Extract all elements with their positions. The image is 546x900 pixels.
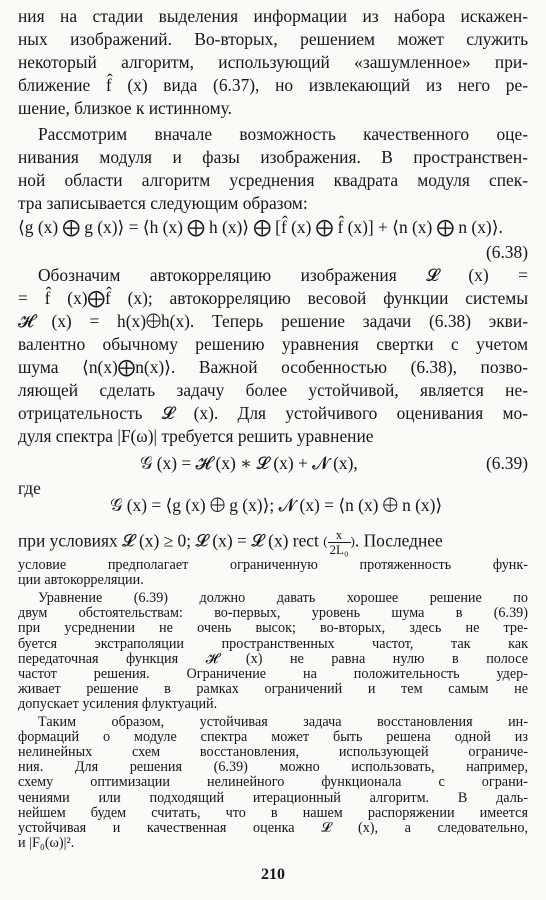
text-line: Таким образом, устойчивая задача восстановления ин- [38, 714, 528, 730]
page-number: 210 [261, 866, 285, 883]
text-line: некоторый алгоритм, использующий «зашумленное» при- [18, 52, 528, 72]
text-line: допускает усиления флуктуаций. [18, 695, 218, 712]
fraction-denominator: 2L₀ [329, 542, 349, 557]
text-line: схему оптимизации нелинейного функционала с ограни- [18, 774, 528, 791]
text-line: живает решение в рамках ограничений и тем самым не [18, 680, 528, 697]
text-line: ния. Для решения (6.39) можно использовать, например, [18, 759, 528, 776]
fraction-numerator: x [328, 528, 351, 543]
text-line: частот решения. Ограничение на положительность удер- [18, 665, 528, 682]
text-line: = f̂ (x)⨁f̂ (x); автокорреляцию весовой функции системы [18, 288, 528, 308]
text-line: ной области алгоритм усреднения квадрата модуля спек- [18, 170, 528, 190]
text-line: дуля спектра |F(ω)| требуется решить уравнение [18, 426, 374, 446]
text-line: ния на стадии выделения информации из набора искажен- [18, 6, 528, 26]
text-line: нейшем будем считать, что в нашем распоряжении имеется [18, 804, 528, 821]
text-line: Рассмотрим вначале возможность качественного оце- [38, 124, 528, 144]
text-line: где [18, 478, 41, 498]
text-line: формаций о модуле спектра может быть решена одной из [18, 729, 528, 746]
text-line: ближение f̂ (x) вида (6.37), но извлекающий из него ре- [18, 75, 528, 95]
fraction: ( $\frac{x}{\text{2L₀}}$ ) [323, 527, 355, 557]
text-line: валентно обычному решению уравнения свертки с учетом [18, 334, 528, 354]
text-line: буется экстраполяции пространственных частот, так как [18, 635, 528, 652]
text-line: двум обстоятельствам: во-первых, уровень шума в (6.39) [18, 605, 528, 622]
text-line: шение, близкое к истинному. [18, 98, 232, 118]
text-line: чениями или подходящий итерационный алгоритм. В даль- [18, 789, 528, 806]
equation-number: (6.39) [485, 453, 528, 473]
text-line: нелинейных схем восстановления, использующей ограниче- [18, 744, 528, 761]
text-line: при усреднении не очень высок; во-вторых, здесь не тре- [18, 620, 528, 637]
equation-number: (6.38) [485, 242, 528, 262]
text-line: 𝓗 (x) = h(x)⨁h(x). Теперь решение задачи (6.38) экви- [18, 311, 528, 331]
text-line: ляющей сделать задачу более устойчивой, является не- [18, 380, 528, 400]
condition-text: при условиях 𝓛 (x) ≥ 0; 𝓛 (x) = 𝓛 (x) rect [18, 530, 319, 551]
text-line: ции автокорреляции. [18, 572, 144, 589]
text-line: Обозначим автокорреляцию изображения 𝓛 (x) = [38, 265, 528, 285]
condition-suffix: . Последнее [354, 530, 443, 551]
text-line: и |F₀(ω)|². [18, 834, 75, 851]
text-line: нивания модуля и фазы изображения. В пространствен- [18, 147, 528, 167]
equation-definitions: 𝒢 (x) = ⟨g (x) ⨁ g (x)⟩; 𝓝 (x) = ⟨n (x) ⨁ n (x)⟩ [110, 495, 443, 515]
text-line: устойчивая и качественная оценка 𝓛 (x), а следовательно, [18, 819, 528, 836]
text-line: тра записывается следующим образом: [18, 193, 308, 213]
text-line: передаточная функция 𝓗 (x) не равна нулю в полосе [18, 650, 528, 667]
text-line: отрицательность 𝓛 (x). Для устойчивого оценивания мо- [18, 403, 528, 423]
text-line: Уравнение (6.39) должно давать хорошее решение по [38, 590, 528, 607]
condition-line [18, 528, 443, 557]
text-line: ных изображений. Во-вторых, решением может служить [18, 29, 528, 49]
equation-6-39: 𝒢 (x) = 𝓗 (x) ∗ 𝓛 (x) + 𝓝 (x), [140, 453, 358, 473]
equation-6-38: ⟨g (x) ⨁ g (x)⟩ = ⟨h (x) ⨁ h (x)⟩ ⨁ [f̂ (x) ⨁ f̂ (x)] + ⟨n (x) ⨁ n (x)⟩. [18, 217, 503, 237]
text-line: условие предполагает ограниченную протяженность функ- [18, 557, 528, 573]
text-line: шума ⟨n(x)⨁n(x)⟩. Важной особенностью (6.38), позво- [18, 357, 528, 377]
